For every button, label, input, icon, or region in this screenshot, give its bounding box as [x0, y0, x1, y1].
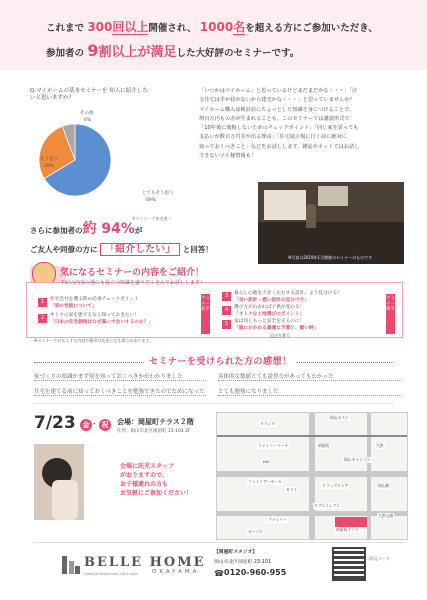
seminar-item-desc: 住宅会社を選ぶ時の必須チェックポイント: [50, 297, 139, 302]
pie-value-very-likely: 69%: [146, 198, 157, 203]
header-text: した大好評のセミナーです。: [176, 48, 300, 59]
intro-paragraph: [199, 87, 415, 161]
map-label: ファミリアーモール: [248, 479, 282, 484]
map-venue-marker: [335, 517, 367, 527]
intro-line: マイホーム購入は検討前にちょっとした知識を身につけることで、: [199, 106, 355, 113]
pie-value-other: 6%: [84, 118, 92, 123]
seminar-item-title: 「誰にかかわる最適な予算と、賢い時」: [234, 325, 319, 331]
result-text: ご友人や同僚の方に: [30, 245, 98, 254]
seminar-item: [50, 313, 153, 326]
company-logo: BELLE HOME: [84, 555, 206, 570]
photo-caption: ※写真は2019年1月開催のセミナーのものです: [288, 255, 373, 260]
photo-presenter: [306, 204, 316, 228]
map-label: ローソン: [248, 529, 264, 534]
result-line-2: [30, 240, 213, 255]
seminar-item-desc: 選び方がわかれば子供が変わる！: [234, 305, 305, 310]
seminar-item: [50, 297, 139, 310]
result-text: さらに参加者の: [30, 226, 83, 235]
feedback-title: セミナーを受けられた方の感想！: [145, 354, 296, 367]
logo-bar: [75, 566, 80, 574]
map-label: 大供: [376, 443, 384, 448]
header-line-1: [46, 18, 378, 35]
chart-title: Q.マイホームの基本セミナーを 知人に紹介したいと思いますか？: [30, 88, 148, 101]
seminar-note-right: 返送先番号: [270, 333, 290, 338]
logo-bar: [69, 561, 74, 574]
event-day-holiday: 祝: [99, 419, 111, 431]
feedback-comment: 家づくりの知識がまず何を知っておくべきかがわかりました: [34, 372, 206, 381]
seminar-photo: [258, 182, 404, 264]
seminar-item: [234, 319, 318, 332]
map-label: ファミリーマート: [258, 443, 289, 448]
seminar-first-half-label: セミナー前半: [201, 294, 210, 334]
result-percent: 約 94%: [82, 221, 135, 237]
kids-care-text: [120, 462, 192, 498]
map-label: ガスト: [286, 487, 298, 492]
kids-photo-child: [52, 480, 78, 520]
seminar-title: 気になるセミナーの内容をご紹介！: [60, 268, 205, 278]
map-railway: [217, 435, 407, 437]
company-tagline: Lifestyle Enjoyment / Rich plus: [84, 572, 138, 576]
pie-label-very-likely: とてもそう思う: [142, 191, 174, 196]
intro-line: 知っておくべきこと」などをお話しします。雑誌やネットではお話し: [199, 143, 360, 150]
map-label: 岡屋町テラス: [336, 527, 359, 532]
seminar-item-number: 1: [38, 298, 47, 307]
seminar-count-unit: 回以上: [112, 20, 149, 34]
map-label: オランタ: [260, 421, 276, 426]
event-date: 7/23: [34, 413, 76, 433]
intro-line: 「いつかはマイホーム」と思っているけどまだまだかな・・・」「注: [199, 88, 358, 94]
pie-label-other: その他: [80, 111, 94, 116]
qr-code[interactable]: [332, 547, 366, 581]
seminar-count: 300: [87, 20, 113, 34]
logo-icon: [62, 556, 80, 574]
seminar-item: [234, 305, 304, 318]
map-label: 180: [262, 459, 270, 464]
company-region: OKAYAMA: [152, 569, 200, 575]
access-map: [216, 412, 408, 540]
header-text: これまで: [46, 23, 85, 34]
map-label: 岡山キャンパス: [344, 457, 371, 462]
studio-name: 【岡屋町スタジオ】: [214, 550, 258, 555]
studio-address: 岡山市北区岡屋町 23-101: [214, 560, 271, 565]
seminar-item-title: 「家の性能について」: [50, 303, 97, 309]
intro-line: できないマル秘情報も！: [199, 153, 257, 160]
recommend-badge: 「紹介したい」: [100, 243, 180, 256]
participant-count: 1000: [199, 20, 234, 34]
map-road: [309, 413, 315, 539]
seminar-item-title: 「オトクな土地選びのポイント」: [234, 311, 305, 317]
seminar-item-title: 「日本の住宅価格はなぜ高いで会いするのか？」: [50, 319, 154, 325]
seminar-item-number: 3: [222, 292, 231, 301]
participant-count-unit: 名: [233, 20, 246, 34]
seminar-item-number: 2: [38, 314, 47, 323]
seminar-item-number: 5: [222, 320, 231, 329]
event-day-fri: 金: [80, 419, 92, 431]
event-day-dot: ・: [91, 420, 98, 428]
satisfaction-number: 9: [87, 41, 99, 60]
intro-line: 文住宅は手が届かないから建売かな・・・」と思っていませんか？: [199, 97, 355, 104]
seminar-second-half-label: セミナー後半: [386, 294, 395, 334]
pie-value-likely: 29%: [44, 164, 55, 169]
event-divider: [34, 403, 394, 404]
map-label: ドラッグストア: [322, 483, 349, 488]
feedback-comment: 住宅を建てる前に知っておくべきことを勉強できたのでためになった: [34, 389, 205, 395]
map-label: ファミリー: [268, 517, 287, 522]
feedback-comment: 具体的な数値とても説得力があってもわかった: [218, 372, 402, 381]
kids-photo: [34, 444, 84, 520]
photo-window: [318, 186, 348, 206]
result-text: と回答！: [182, 245, 213, 254]
seminar-content-box: [26, 282, 403, 338]
map-label: 岡山駅: [378, 483, 390, 488]
seminar-item-title: 「良い設計・悪い設計の見分け方」: [234, 297, 310, 303]
map-label: 岡山ネスト: [330, 415, 349, 420]
chart-source: ※セミナー主催者調べ: [132, 216, 172, 221]
event-venue: 会場：岡屋町テラス２階: [117, 418, 194, 426]
photo-screen: [264, 190, 306, 220]
qr-caption: 二次元コード: [366, 556, 390, 561]
event-address: 住所：岡山市北区岡屋町 15-101 2F: [117, 429, 191, 434]
pie-label-likely: そう思う: [40, 157, 58, 162]
seminar-item: [234, 291, 342, 304]
map-label: セブンイレブン: [314, 503, 341, 508]
satisfaction-text: 割以上が満足: [98, 45, 177, 60]
result-text: が: [134, 226, 143, 235]
result-line-1: [30, 218, 142, 238]
intro-line: 支払いが数百万円差が出る理由」「住宅展示場に行く前に絶対に: [199, 134, 347, 141]
kids-care-line: お気軽にご参加ください！: [120, 490, 193, 497]
kids-care-line: お子様連れの方も: [120, 481, 169, 488]
map-road: [367, 413, 371, 539]
intro-line: 「10年後に後悔しないためのチェックポイント」「同じ家を買っても: [199, 125, 359, 132]
logo-bar: [62, 556, 67, 574]
kids-care-line: 会場に託児スタッフ: [120, 463, 175, 470]
seminar-item-number: 4: [222, 306, 231, 315]
phone-icon: ☎: [214, 569, 224, 578]
seminar-item-desc: 家は同じもっと安全を守るのに！: [234, 319, 305, 324]
seminar-subtitle: 下記の内容の他にも役立つ知識を盛りだくさんでお話しします！: [60, 280, 206, 286]
header-text: 開催され、: [148, 23, 197, 34]
map-label: 岡屋町: [318, 443, 330, 448]
kids-care-line: がおりますので、: [120, 472, 168, 479]
footer-divider: [34, 542, 404, 543]
phone-number[interactable]: 0120-960-955: [224, 568, 287, 577]
header-text: を超える方にご参加いただき、: [245, 23, 378, 34]
pie-chart: [30, 110, 190, 215]
header-text: 参加者の: [46, 48, 85, 59]
intro-line: 何百万円もの差が生まれることも。このセミナーでは講演形式で: [199, 115, 350, 122]
seminar-item-desc: 暮らし心地を大きく左右する設計。よう見分ける？: [234, 291, 342, 296]
map-label: 大供公園: [378, 513, 394, 518]
seminar-item-desc: オトクに家を建てるなら知っておきたい！: [50, 313, 139, 318]
seminar-note: ※セミナーでお伝えする内容や順序は変更になる場合があります。: [34, 338, 154, 343]
feedback-comment: とても勉強になりました。: [218, 387, 402, 396]
header-line-2: [46, 41, 299, 60]
